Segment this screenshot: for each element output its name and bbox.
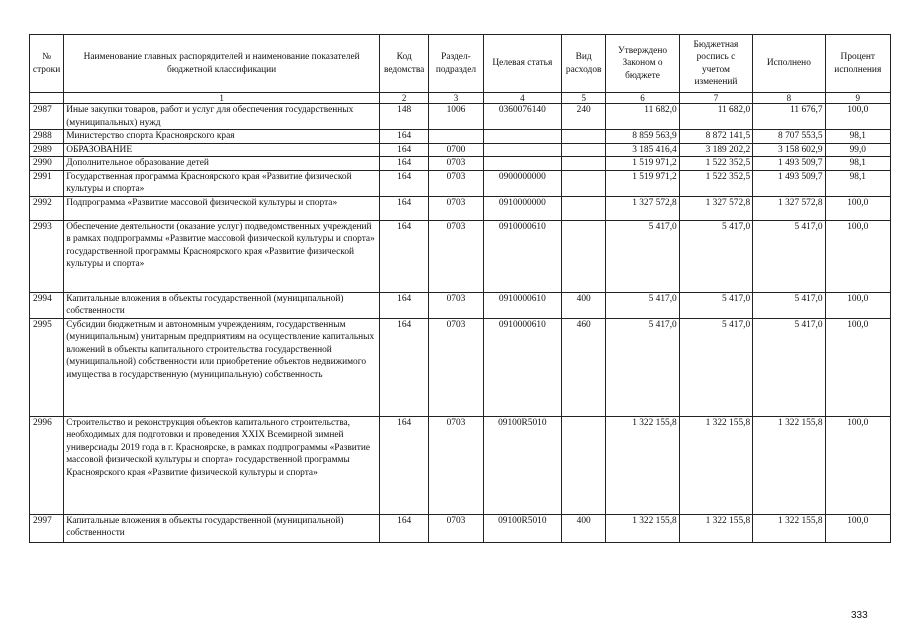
table-row bbox=[30, 196, 891, 220]
header-approved: Утверждено Законом о бюджете bbox=[606, 35, 679, 93]
ministry-code-cell: 164 bbox=[380, 318, 429, 416]
header-row bbox=[30, 35, 891, 93]
ministry-code-cell: 164 bbox=[380, 157, 429, 171]
approved-amount-cell: 1 322 155,8 bbox=[606, 514, 679, 542]
target-article-cell bbox=[483, 143, 561, 157]
executed-amount-cell: 8 707 553,5 bbox=[753, 130, 825, 144]
target-article-cell: 0360076140 bbox=[483, 104, 561, 130]
approved-amount-cell: 11 682,0 bbox=[606, 104, 679, 130]
section-cell: 1006 bbox=[429, 104, 483, 130]
budget-schedule-cell: 3 189 202,2 bbox=[679, 143, 752, 157]
percent-cell: 100,0 bbox=[825, 220, 890, 292]
expense-type-cell bbox=[562, 143, 606, 157]
budget-schedule-cell: 1 522 352,5 bbox=[679, 157, 752, 171]
table-row bbox=[30, 220, 891, 292]
executed-amount-cell: 1 493 509,7 bbox=[753, 157, 825, 171]
row-name-cell: Капитальные вложения в объекты государственной (муниципальной) собственности bbox=[64, 514, 380, 542]
target-article-cell: 0910000000 bbox=[483, 196, 561, 220]
section-cell: 0703 bbox=[429, 318, 483, 416]
expense-type-cell bbox=[562, 196, 606, 220]
approved-amount-cell: 5 417,0 bbox=[606, 220, 679, 292]
header-section: Раздел-подраздел bbox=[429, 35, 483, 93]
section-cell: 0700 bbox=[429, 143, 483, 157]
approved-amount-cell: 5 417,0 bbox=[606, 318, 679, 416]
table-body bbox=[30, 104, 891, 543]
column-number: 5 bbox=[562, 93, 606, 104]
percent-cell: 98,1 bbox=[825, 157, 890, 171]
row-name-cell: Иные закупки товаров, работ и услуг для обеспечения государственных (муниципальных) нужд bbox=[64, 104, 380, 130]
row-name-cell: ОБРАЗОВАНИЕ bbox=[64, 143, 380, 157]
budget-schedule-cell: 5 417,0 bbox=[679, 318, 752, 416]
table-row bbox=[30, 416, 891, 514]
row-number-cell: 2990 bbox=[30, 157, 64, 171]
row-number-cell: 2988 bbox=[30, 130, 64, 144]
percent-cell: 98,1 bbox=[825, 130, 890, 144]
section-cell bbox=[429, 130, 483, 144]
target-article-cell: 09100R5010 bbox=[483, 416, 561, 514]
column-number: 8 bbox=[753, 93, 825, 104]
executed-amount-cell: 1 493 509,7 bbox=[753, 170, 825, 196]
column-number: 9 bbox=[825, 93, 890, 104]
table-row bbox=[30, 514, 891, 542]
table-row bbox=[30, 157, 891, 171]
budget-schedule-cell: 8 872 141,5 bbox=[679, 130, 752, 144]
percent-cell: 100,0 bbox=[825, 318, 890, 416]
section-cell: 0703 bbox=[429, 196, 483, 220]
table-row bbox=[30, 130, 891, 144]
target-article-cell: 0910000610 bbox=[483, 220, 561, 292]
row-number-cell: 2995 bbox=[30, 318, 64, 416]
executed-amount-cell: 3 158 602,9 bbox=[753, 143, 825, 157]
budget-schedule-cell: 1 322 155,8 bbox=[679, 416, 752, 514]
header-name: Наименование главных распорядителей и наименование показателей бюджетной классификации bbox=[64, 35, 380, 93]
column-number: 2 bbox=[380, 93, 429, 104]
row-name-cell: Капитальные вложения в объекты государственной (муниципальной) собственности bbox=[64, 292, 380, 318]
column-number: 6 bbox=[606, 93, 679, 104]
approved-amount-cell: 1 519 971,2 bbox=[606, 170, 679, 196]
header-target-article: Целевая статья bbox=[483, 35, 561, 93]
executed-amount-cell: 5 417,0 bbox=[753, 220, 825, 292]
column-number: 1 bbox=[64, 93, 380, 104]
row-number-cell: 2997 bbox=[30, 514, 64, 542]
section-cell: 0703 bbox=[429, 292, 483, 318]
budget-schedule-cell: 11 682,0 bbox=[679, 104, 752, 130]
section-cell: 0703 bbox=[429, 170, 483, 196]
expense-type-cell bbox=[562, 416, 606, 514]
row-name-cell: Субсидии бюджетным и автономным учреждениям, государственным (муниципальным) унитарным предприятиям на осуществление капитальных вложений в объекты капитального строительства государственной (муниципальной) собственности или приобретение объектов недвижимого имущества в государственную (муниципальную) собственность bbox=[64, 318, 380, 416]
approved-amount-cell: 1 519 971,2 bbox=[606, 157, 679, 171]
expense-type-cell bbox=[562, 157, 606, 171]
row-number-cell: 2987 bbox=[30, 104, 64, 130]
table-row bbox=[30, 104, 891, 130]
approved-amount-cell: 5 417,0 bbox=[606, 292, 679, 318]
expense-type-cell: 400 bbox=[562, 514, 606, 542]
executed-amount-cell: 1 322 155,8 bbox=[753, 514, 825, 542]
row-name-cell: Дополнительное образование детей bbox=[64, 157, 380, 171]
expense-type-cell: 400 bbox=[562, 292, 606, 318]
row-number-cell: 2996 bbox=[30, 416, 64, 514]
row-name-cell: Государственная программа Красноярского края «Развитие физической культуры и спорта» bbox=[64, 170, 380, 196]
executed-amount-cell: 1 322 155,8 bbox=[753, 416, 825, 514]
budget-schedule-cell: 1 522 352,5 bbox=[679, 170, 752, 196]
table-row bbox=[30, 292, 891, 318]
ministry-code-cell: 164 bbox=[380, 416, 429, 514]
ministry-code-cell: 164 bbox=[380, 143, 429, 157]
approved-amount-cell: 3 185 416,4 bbox=[606, 143, 679, 157]
ministry-code-cell: 164 bbox=[380, 130, 429, 144]
approved-amount-cell: 8 859 563,9 bbox=[606, 130, 679, 144]
executed-amount-cell: 5 417,0 bbox=[753, 318, 825, 416]
header-percent: Процент исполнения bbox=[825, 35, 890, 93]
column-number: 7 bbox=[679, 93, 752, 104]
row-name-cell: Строительство и реконструкция объектов капитального строительства, необходимых для подготовки и проведения XXIX Всемирной зимней универсиады 2019 года в г. Красноярске, в рамках подпрограммы «Развитие массовой физической культуры и спорта» государственной программы Красноярского края «Развитие физической культуры и спорта» bbox=[64, 416, 380, 514]
percent-cell: 100,0 bbox=[825, 514, 890, 542]
header-executed: Исполнено bbox=[753, 35, 825, 93]
percent-cell: 100,0 bbox=[825, 292, 890, 318]
budget-table bbox=[29, 34, 891, 543]
approved-amount-cell: 1 322 155,8 bbox=[606, 416, 679, 514]
budget-schedule-cell: 1 322 155,8 bbox=[679, 514, 752, 542]
approved-amount-cell: 1 327 572,8 bbox=[606, 196, 679, 220]
expense-type-cell bbox=[562, 170, 606, 196]
target-article-cell: 0910000610 bbox=[483, 318, 561, 416]
budget-schedule-cell: 5 417,0 bbox=[679, 292, 752, 318]
column-number: 3 bbox=[429, 93, 483, 104]
percent-cell: 100,0 bbox=[825, 104, 890, 130]
row-name-cell: Обеспечение деятельности (оказание услуг) подведомственных учреждений в рамках подпрограммы «Развитие массовой физической культуры и спорта» государственной программы Красноярского края «Развитие физической культуры и спорта» bbox=[64, 220, 380, 292]
row-number-cell: 2994 bbox=[30, 292, 64, 318]
header-row-number: № строки bbox=[30, 35, 64, 93]
ministry-code-cell: 164 bbox=[380, 170, 429, 196]
ministry-code-cell: 148 bbox=[380, 104, 429, 130]
ministry-code-cell: 164 bbox=[380, 196, 429, 220]
percent-cell: 100,0 bbox=[825, 416, 890, 514]
section-cell: 0703 bbox=[429, 514, 483, 542]
ministry-code-cell: 164 bbox=[380, 292, 429, 318]
row-number-cell: 2991 bbox=[30, 170, 64, 196]
row-number-cell: 2989 bbox=[30, 143, 64, 157]
section-cell: 0703 bbox=[429, 220, 483, 292]
expense-type-cell: 240 bbox=[562, 104, 606, 130]
target-article-cell bbox=[483, 157, 561, 171]
row-number-cell: 2992 bbox=[30, 196, 64, 220]
target-article-cell: 0900000000 bbox=[483, 170, 561, 196]
table-row bbox=[30, 318, 891, 416]
executed-amount-cell: 1 327 572,8 bbox=[753, 196, 825, 220]
target-article-cell bbox=[483, 130, 561, 144]
page-number: 333 bbox=[851, 610, 868, 621]
row-number-cell: 2993 bbox=[30, 220, 64, 292]
table-row bbox=[30, 170, 891, 196]
percent-cell: 98,1 bbox=[825, 170, 890, 196]
row-name-cell: Министерство спорта Красноярского края bbox=[64, 130, 380, 144]
ministry-code-cell: 164 bbox=[380, 220, 429, 292]
table-row bbox=[30, 143, 891, 157]
expense-type-cell bbox=[562, 220, 606, 292]
section-cell: 0703 bbox=[429, 157, 483, 171]
percent-cell: 100,0 bbox=[825, 196, 890, 220]
target-article-cell: 0910000610 bbox=[483, 292, 561, 318]
header-budget-schedule: Бюджетная роспись с учетом изменений bbox=[679, 35, 752, 93]
budget-schedule-cell: 1 327 572,8 bbox=[679, 196, 752, 220]
executed-amount-cell: 5 417,0 bbox=[753, 292, 825, 318]
ministry-code-cell: 164 bbox=[380, 514, 429, 542]
target-article-cell: 09100R5010 bbox=[483, 514, 561, 542]
percent-cell: 99,0 bbox=[825, 143, 890, 157]
row-name-cell: Подпрограмма «Развитие массовой физической культуры и спорта» bbox=[64, 196, 380, 220]
header-expense-type: Вид расходов bbox=[562, 35, 606, 93]
section-cell: 0703 bbox=[429, 416, 483, 514]
budget-schedule-cell: 5 417,0 bbox=[679, 220, 752, 292]
expense-type-cell bbox=[562, 130, 606, 144]
column-number bbox=[30, 93, 64, 104]
header-ministry-code: Код ведомства bbox=[380, 35, 429, 93]
column-number-row bbox=[30, 93, 891, 104]
executed-amount-cell: 11 676,7 bbox=[753, 104, 825, 130]
expense-type-cell: 460 bbox=[562, 318, 606, 416]
column-number: 4 bbox=[483, 93, 561, 104]
